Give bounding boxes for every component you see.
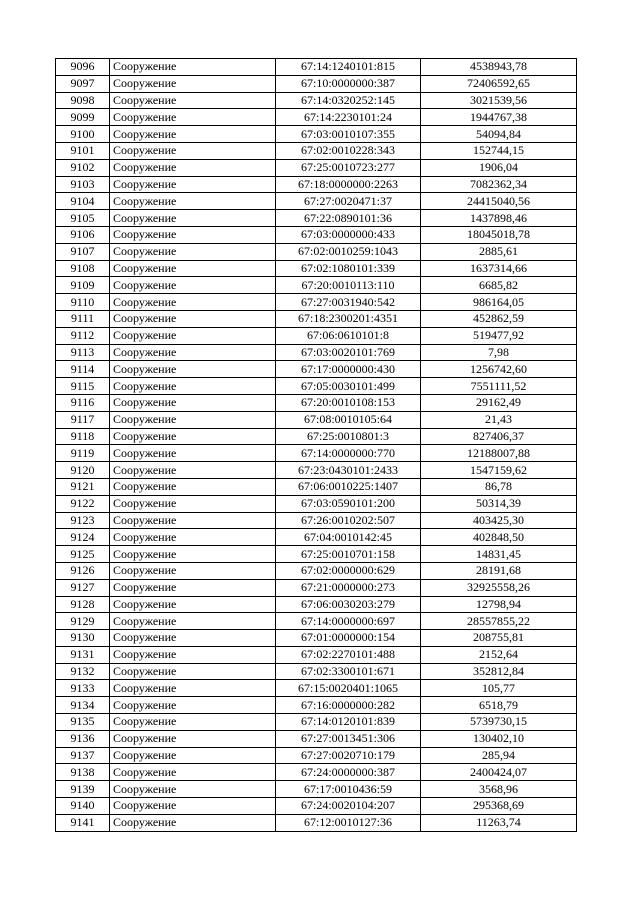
value-cell: 1944767,38 [421,109,577,126]
table-body [56,59,577,832]
row-number-cell: 9108 [56,260,110,277]
object-type-cell: Сооружение [110,495,276,512]
row-number-cell: 9110 [56,294,110,311]
table-row [56,193,577,210]
object-type-cell: Сооружение [110,109,276,126]
cadastral-number-cell: 67:03:0010107:355 [276,126,421,143]
cadastral-number-cell: 67:17:0010436:59 [276,781,421,798]
value-cell: 1637314,66 [421,260,577,277]
row-number-cell: 9128 [56,596,110,613]
row-number-cell: 9106 [56,226,110,243]
object-type-cell: Сооружение [110,562,276,579]
table-row [56,428,577,445]
object-type-cell: Сооружение [110,159,276,176]
cadastral-number-cell: 67:20:0010113:110 [276,277,421,294]
cadastral-number-cell: 67:02:3300101:671 [276,663,421,680]
row-number-cell: 9135 [56,714,110,731]
row-number-cell: 9099 [56,109,110,126]
cadastral-number-cell: 67:24:0020104:207 [276,798,421,815]
table-row [56,814,577,831]
table-row [56,277,577,294]
cadastral-number-cell: 67:18:2300201:4351 [276,310,421,327]
table-row [56,378,577,395]
object-type-cell: Сооружение [110,176,276,193]
row-number-cell: 9102 [56,159,110,176]
value-cell: 105,77 [421,680,577,697]
value-cell: 50314,39 [421,495,577,512]
cadastral-number-cell: 67:20:0010108:153 [276,394,421,411]
row-number-cell: 9096 [56,59,110,76]
row-number-cell: 9112 [56,327,110,344]
object-type-cell: Сооружение [110,697,276,714]
value-cell: 6685,82 [421,277,577,294]
row-number-cell: 9115 [56,378,110,395]
cadastral-number-cell: 67:27:0020710:179 [276,747,421,764]
table-row [56,142,577,159]
value-cell: 3021539,56 [421,92,577,109]
table-row [56,680,577,697]
value-cell: 827406,37 [421,428,577,445]
value-cell: 4538943,78 [421,59,577,76]
value-cell: 402848,50 [421,529,577,546]
row-number-cell: 9127 [56,579,110,596]
cadastral-number-cell: 67:03:0020101:769 [276,344,421,361]
object-type-cell: Сооружение [110,344,276,361]
row-number-cell: 9105 [56,210,110,227]
value-cell: 3568,96 [421,781,577,798]
row-number-cell: 9130 [56,630,110,647]
table-row [56,411,577,428]
value-cell: 1256742,60 [421,361,577,378]
value-cell: 28191,68 [421,562,577,579]
table-row [56,445,577,462]
object-type-cell: Сооружение [110,462,276,479]
cadastral-number-cell: 67:06:0030203:279 [276,596,421,613]
object-type-cell: Сооружение [110,714,276,731]
row-number-cell: 9126 [56,562,110,579]
row-number-cell: 9122 [56,495,110,512]
cadastral-number-cell: 67:01:0000000:154 [276,630,421,647]
cadastral-number-cell: 67:02:0010259:1043 [276,243,421,260]
object-type-cell: Сооружение [110,92,276,109]
row-number-cell: 9118 [56,428,110,445]
table-row [56,260,577,277]
table-row [56,764,577,781]
row-number-cell: 9136 [56,730,110,747]
table-row [56,109,577,126]
value-cell: 519477,92 [421,327,577,344]
row-number-cell: 9138 [56,764,110,781]
row-number-cell: 9140 [56,798,110,815]
object-type-cell: Сооружение [110,294,276,311]
object-type-cell: Сооружение [110,798,276,815]
value-cell: 1547159,62 [421,462,577,479]
table-row [56,126,577,143]
object-type-cell: Сооружение [110,764,276,781]
table-row [56,512,577,529]
cadastral-number-cell: 67:02:2270101:488 [276,646,421,663]
value-cell: 130402,10 [421,730,577,747]
value-cell: 2400424,07 [421,764,577,781]
cadastral-number-cell: 67:15:0020401:1065 [276,680,421,697]
value-cell: 5739730,15 [421,714,577,731]
cadastral-number-cell: 67:14:1240101:815 [276,59,421,76]
object-type-cell: Сооружение [110,142,276,159]
object-type-cell: Сооружение [110,243,276,260]
value-cell: 29162,49 [421,394,577,411]
object-type-cell: Сооружение [110,512,276,529]
cadastral-number-cell: 67:03:0590101:200 [276,495,421,512]
object-type-cell: Сооружение [110,75,276,92]
table-row [56,92,577,109]
object-type-cell: Сооружение [110,747,276,764]
table-row [56,546,577,563]
table-row [56,630,577,647]
cadastral-number-cell: 67:27:0020471:37 [276,193,421,210]
value-cell: 295368,69 [421,798,577,815]
object-type-cell: Сооружение [110,277,276,294]
cadastral-number-cell: 67:17:0000000:430 [276,361,421,378]
cadastral-number-cell: 67:14:2230101:24 [276,109,421,126]
object-type-cell: Сооружение [110,193,276,210]
table-row [56,613,577,630]
table-row [56,747,577,764]
object-type-cell: Сооружение [110,210,276,227]
object-type-cell: Сооружение [110,781,276,798]
table-row [56,210,577,227]
table-row [56,663,577,680]
value-cell: 11263,74 [421,814,577,831]
cadastral-number-cell: 67:22:0890101:36 [276,210,421,227]
row-number-cell: 9116 [56,394,110,411]
cadastral-number-cell: 67:25:0010723:277 [276,159,421,176]
row-number-cell: 9139 [56,781,110,798]
table-row [56,310,577,327]
cadastral-number-cell: 67:14:0000000:697 [276,613,421,630]
row-number-cell: 9124 [56,529,110,546]
cadastral-number-cell: 67:25:0010801:3 [276,428,421,445]
value-cell: 352812,84 [421,663,577,680]
row-number-cell: 9117 [56,411,110,428]
value-cell: 18045018,78 [421,226,577,243]
cadastral-number-cell: 67:14:0120101:839 [276,714,421,731]
row-number-cell: 9101 [56,142,110,159]
row-number-cell: 9103 [56,176,110,193]
object-type-cell: Сооружение [110,428,276,445]
row-number-cell: 9141 [56,814,110,831]
cadastral-number-cell: 67:26:0010202:507 [276,512,421,529]
row-number-cell: 9125 [56,546,110,563]
value-cell: 12188007,88 [421,445,577,462]
value-cell: 86,78 [421,478,577,495]
cadastral-number-cell: 67:21:0000000:273 [276,579,421,596]
object-type-cell: Сооружение [110,529,276,546]
property-table [55,58,577,832]
row-number-cell: 9119 [56,445,110,462]
object-type-cell: Сооружение [110,126,276,143]
table-row [56,730,577,747]
value-cell: 2885,61 [421,243,577,260]
object-type-cell: Сооружение [110,579,276,596]
table-row [56,596,577,613]
value-cell: 2152,64 [421,646,577,663]
value-cell: 6518,79 [421,697,577,714]
value-cell: 208755,81 [421,630,577,647]
cadastral-number-cell: 67:27:0031940:542 [276,294,421,311]
object-type-cell: Сооружение [110,226,276,243]
row-number-cell: 9111 [56,310,110,327]
row-number-cell: 9132 [56,663,110,680]
table-row [56,697,577,714]
table-row [56,714,577,731]
row-number-cell: 9100 [56,126,110,143]
cadastral-number-cell: 67:02:0010228:343 [276,142,421,159]
row-number-cell: 9137 [56,747,110,764]
object-type-cell: Сооружение [110,663,276,680]
row-number-cell: 9104 [56,193,110,210]
table-row [56,361,577,378]
value-cell: 14831,45 [421,546,577,563]
row-number-cell: 9113 [56,344,110,361]
object-type-cell: Сооружение [110,260,276,277]
table-row [56,562,577,579]
value-cell: 1906,04 [421,159,577,176]
object-type-cell: Сооружение [110,361,276,378]
table-row [56,59,577,76]
row-number-cell: 9123 [56,512,110,529]
value-cell: 285,94 [421,747,577,764]
table-row [56,226,577,243]
table-row [56,646,577,663]
object-type-cell: Сооружение [110,596,276,613]
object-type-cell: Сооружение [110,646,276,663]
row-number-cell: 9129 [56,613,110,630]
value-cell: 1437898,46 [421,210,577,227]
row-number-cell: 9109 [56,277,110,294]
table-row [56,478,577,495]
value-cell: 72406592,65 [421,75,577,92]
object-type-cell: Сооружение [110,680,276,697]
table-row [56,344,577,361]
cadastral-number-cell: 67:16:0000000:282 [276,697,421,714]
cadastral-number-cell: 67:06:0010225:1407 [276,478,421,495]
value-cell: 12798,94 [421,596,577,613]
object-type-cell: Сооружение [110,478,276,495]
row-number-cell: 9131 [56,646,110,663]
row-number-cell: 9114 [56,361,110,378]
cadastral-number-cell: 67:08:0010105:64 [276,411,421,428]
value-cell: 452862,59 [421,310,577,327]
table-row [56,159,577,176]
cadastral-number-cell: 67:02:1080101:339 [276,260,421,277]
row-number-cell: 9120 [56,462,110,479]
row-number-cell: 9134 [56,697,110,714]
object-type-cell: Сооружение [110,378,276,395]
cadastral-number-cell: 67:27:0013451:306 [276,730,421,747]
cadastral-number-cell: 67:24:0000000:387 [276,764,421,781]
cadastral-number-cell: 67:06:0610101:8 [276,327,421,344]
cadastral-number-cell: 67:02:0000000:629 [276,562,421,579]
object-type-cell: Сооружение [110,327,276,344]
object-type-cell: Сооружение [110,310,276,327]
value-cell: 7551111,52 [421,378,577,395]
object-type-cell: Сооружение [110,730,276,747]
table-row [56,176,577,193]
object-type-cell: Сооружение [110,445,276,462]
row-number-cell: 9121 [56,478,110,495]
table-row [56,75,577,92]
object-type-cell: Сооружение [110,59,276,76]
table-row [56,529,577,546]
cadastral-number-cell: 67:10:0000000:387 [276,75,421,92]
table-row [56,327,577,344]
cadastral-number-cell: 67:18:0000000:2263 [276,176,421,193]
table-row [56,243,577,260]
cadastral-number-cell: 67:12:0010127:36 [276,814,421,831]
cadastral-number-cell: 67:14:0320252:145 [276,92,421,109]
value-cell: 54094,84 [421,126,577,143]
cadastral-number-cell: 67:14:0000000:770 [276,445,421,462]
value-cell: 152744,15 [421,142,577,159]
table-row [56,394,577,411]
value-cell: 403425,30 [421,512,577,529]
table-row [56,798,577,815]
value-cell: 7,98 [421,344,577,361]
row-number-cell: 9097 [56,75,110,92]
cadastral-number-cell: 67:03:0000000:433 [276,226,421,243]
object-type-cell: Сооружение [110,546,276,563]
row-number-cell: 9107 [56,243,110,260]
cadastral-number-cell: 67:05:0030101:499 [276,378,421,395]
row-number-cell: 9098 [56,92,110,109]
value-cell: 24415040,56 [421,193,577,210]
object-type-cell: Сооружение [110,814,276,831]
table-row [56,294,577,311]
table-row [56,462,577,479]
object-type-cell: Сооружение [110,394,276,411]
cadastral-number-cell: 67:04:0010142:45 [276,529,421,546]
table-row [56,579,577,596]
cadastral-number-cell: 67:25:0010701:158 [276,546,421,563]
value-cell: 28557855,22 [421,613,577,630]
row-number-cell: 9133 [56,680,110,697]
value-cell: 7082362,34 [421,176,577,193]
object-type-cell: Сооружение [110,613,276,630]
table-row [56,781,577,798]
object-type-cell: Сооружение [110,411,276,428]
value-cell: 32925558,26 [421,579,577,596]
table-row [56,495,577,512]
value-cell: 21,43 [421,411,577,428]
value-cell: 986164,05 [421,294,577,311]
cadastral-number-cell: 67:23:0430101:2433 [276,462,421,479]
object-type-cell: Сооружение [110,630,276,647]
